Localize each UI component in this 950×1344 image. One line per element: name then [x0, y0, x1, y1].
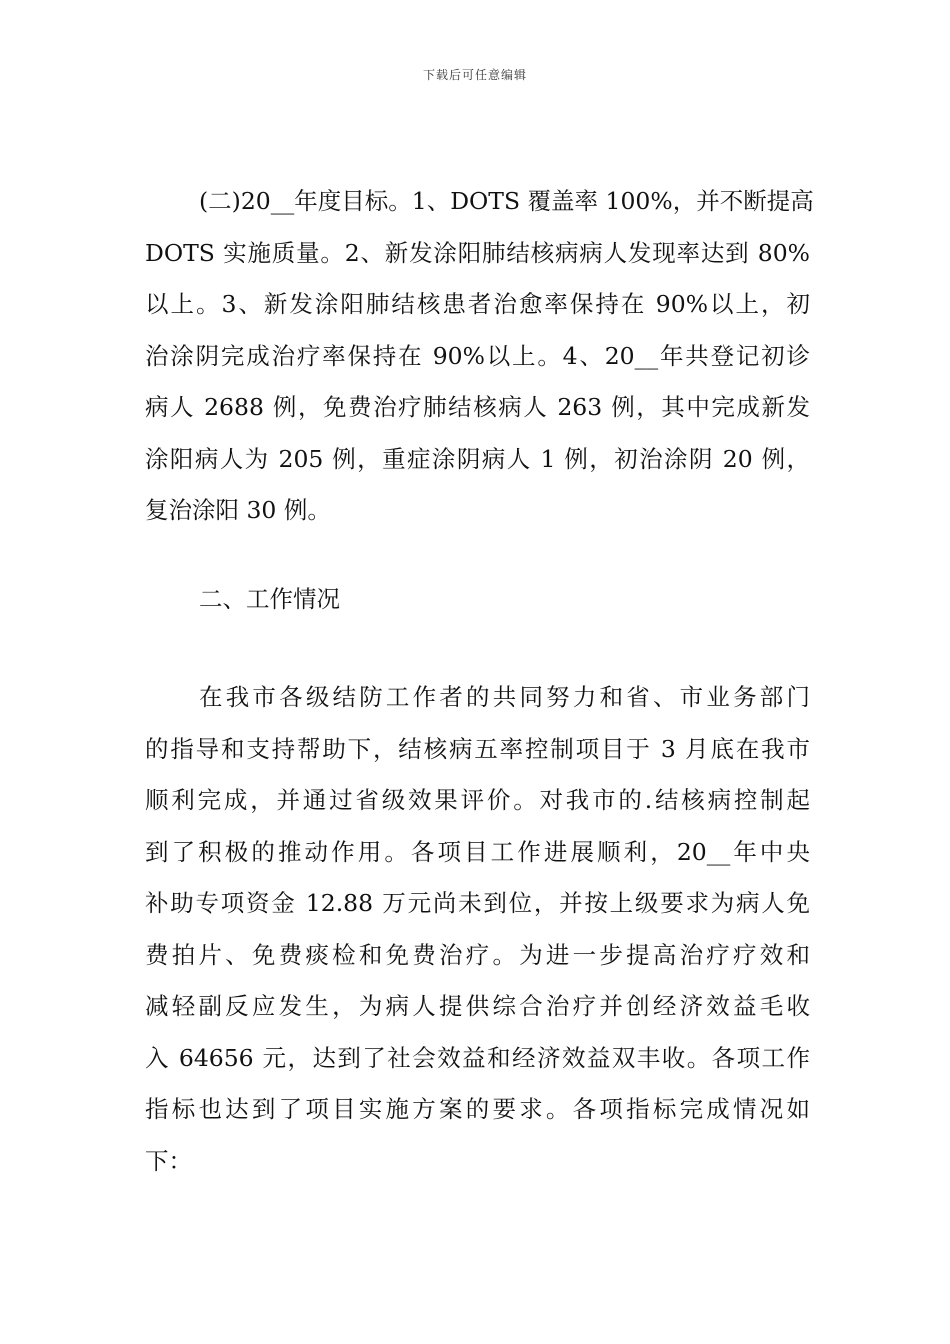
text-line: 入 64656 元，达到了社会效益和经济效益双丰收。各项工作 [145, 1043, 810, 1072]
paragraph-work-status [145, 672, 810, 1187]
text-line: 到了积极的推动作用。各项目工作进展顺利，20__年中央 [145, 837, 810, 866]
text-line: 涂阳病人为 205 例，重症涂阴病人 1 例，初治涂阴 20 例， [145, 444, 810, 473]
text-line: 费拍片、免费痰检和免费治疗。为进一步提高治疗疗效和 [145, 940, 810, 969]
text-line: 指标也达到了项目实施方案的要求。各项指标完成情况如 [145, 1095, 810, 1123]
paragraph-annual-goals [145, 176, 814, 537]
text-line: 的指导和支持帮助下，结核病五率控制项目于 3 月底在我市 [145, 734, 810, 763]
text-line: DOTS 实施质量。2、新发涂阳肺结核病病人发现率达到 80% [145, 238, 810, 267]
download-note: 下载后可任意编辑 [422, 68, 527, 82]
text-line: 在我市各级结防工作者的共同努力和省、市业务部门 [199, 683, 810, 711]
heading-text: 二、工作情况 [199, 585, 340, 613]
text-line: 顺利完成，并通过省级效果评价。对我市的.结核病控制起 [145, 786, 810, 814]
text-line: 以上。3、新发涂阳肺结核患者治愈率保持在 90%以上，初 [145, 290, 810, 318]
text-line: 下： [145, 1146, 192, 1175]
text-line: 复治涂阳 30 例。 [145, 496, 331, 524]
text-line: 减轻副反应发生，为病人提供综合治疗并创经济效益毛收 [145, 992, 810, 1020]
text-line: 治涂阴完成治疗率保持在 90%以上。4、20__年共登记初诊 [145, 341, 810, 370]
text-line: 病人 2688 例，免费治疗肺结核病人 263 例，其中完成新发 [145, 393, 810, 421]
text-line: 补助专项资金 12.88 万元尚未到位，并按上级要求为病人免 [145, 889, 810, 917]
section-heading-work-status [145, 574, 810, 626]
text-line: (二)20__年度目标。1、DOTS 覆盖率 100%，并不断提高 [199, 187, 814, 215]
